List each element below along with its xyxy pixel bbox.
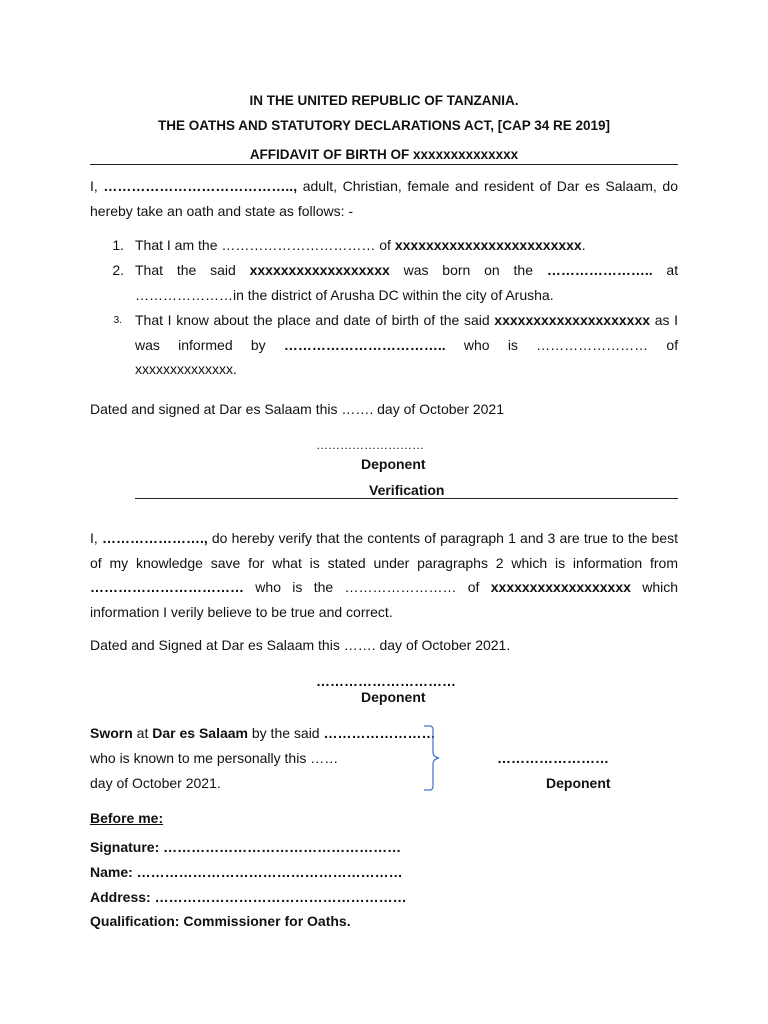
- affidavit-title: AFFIDAVIT OF BIRTH OF xxxxxxxxxxxxxx: [249, 147, 519, 162]
- verif-blank: ……………………………: [90, 579, 244, 595]
- deponent-label-1: Deponent: [361, 456, 426, 472]
- item-3-word: of: [666, 337, 679, 353]
- item-3-tail: as I: [654, 312, 679, 328]
- deponent-label-2: Deponent: [361, 689, 426, 705]
- item-3-blank-2: ……………………: [536, 337, 649, 353]
- verification-line-4: information I verily believe to be true and correct.: [90, 604, 393, 620]
- item-2-word: at: [666, 262, 679, 278]
- item-2-line-1: [135, 262, 678, 278]
- intro-line-1: [90, 178, 678, 194]
- item-2-word: That: [135, 262, 164, 278]
- item-1-blank: ……………………………: [221, 237, 376, 253]
- item-2-word: said: [210, 262, 236, 278]
- verification-line-1: [90, 530, 678, 546]
- sworn-by: by the said: [251, 725, 320, 741]
- verif-line-2-text: of my knowledge save for what is stated under paragraphs 2 which is information from: [90, 555, 678, 571]
- name-field: Name: …………………………………………………: [90, 864, 403, 880]
- verif-word: who: [255, 579, 281, 595]
- verif-bold-placeholder: xxxxxxxxxxxxxxxxxx: [490, 579, 631, 595]
- deponent-signature-line-2: …………………………: [316, 673, 456, 689]
- item-3-blank: ……………………………..: [283, 337, 446, 353]
- item-2-word: born: [442, 262, 471, 278]
- sworn-line-2: who is known to me personally this ……: [90, 750, 339, 766]
- header-country: IN THE UNITED REPUBLIC OF TANZANIA.: [249, 93, 519, 108]
- sworn-line-3: day of October 2021.: [90, 775, 221, 791]
- signature-field: Signature: ……………………………………………: [90, 839, 402, 855]
- verification-line-3: [90, 579, 678, 595]
- sworn-deponent-label: Deponent: [546, 775, 611, 791]
- dated-line-2: Dated and Signed at Dar es Salaam this ……. day of October 2021.: [90, 637, 511, 653]
- address-field: Address: ………………………………………………: [90, 889, 407, 905]
- item-2-word: the: [513, 262, 533, 278]
- verif-word: which: [642, 579, 678, 595]
- item-1-bold-placeholder: xxxxxxxxxxxxxxxxxxxxxxxx: [394, 237, 582, 253]
- qualification-field: Qualification: Commissioner for Oaths.: [90, 913, 351, 929]
- item-2-line-2: …………………in the district of Arusha DC within the city of Arusha.: [135, 287, 554, 303]
- item-3-bold-placeholder: xxxxxxxxxxxxxxxxxxxx: [494, 312, 651, 328]
- item-2-bold-placeholder: xxxxxxxxxxxxxxxxxx: [249, 262, 390, 278]
- verif-word: is: [292, 579, 303, 595]
- verification-title: Verification: [369, 482, 445, 498]
- title-divider: [90, 164, 678, 165]
- intro-name-blank: …………………………………..,: [103, 178, 298, 194]
- verif-word: the: [313, 579, 334, 595]
- verif-word: of: [467, 579, 480, 595]
- item-3-line-1: [135, 312, 678, 328]
- item-3-word: informed: [178, 337, 233, 353]
- item-1-lead: That I am the: [135, 237, 218, 253]
- item-3-line-3: xxxxxxxxxxxxxx.: [135, 361, 237, 377]
- item-2-blank: …………………..: [546, 262, 653, 278]
- item-2-word: the: [176, 262, 197, 278]
- header-act: THE OATHS AND STATUTORY DECLARATIONS ACT, [CAP 34 RE 2019]: [157, 118, 611, 133]
- item-3-word: by: [250, 337, 266, 353]
- sworn-place: Dar es Salaam: [152, 725, 248, 741]
- intro-i: I,: [90, 178, 98, 194]
- right-brace-icon: [420, 724, 444, 792]
- item-2-number: 2.: [112, 262, 124, 278]
- item-2-word: on: [484, 262, 500, 278]
- dated-line-1: Dated and signed at Dar es Salaam this ……. day of October 2021: [90, 401, 505, 417]
- before-me-heading: Before me:: [90, 810, 164, 826]
- sworn-at: at: [136, 725, 149, 741]
- intro-rest: adult, Christian, female and resident of Dar es Salaam, do: [302, 178, 678, 194]
- sworn-line-1: [90, 725, 435, 741]
- deponent-signature-line-1: ………………………: [316, 438, 424, 452]
- item-1-text: [135, 237, 586, 253]
- item-1-end: .: [581, 237, 586, 253]
- verif-line-1-rest: do hereby verify that the contents of paragraph 1 and 3 are true to the best: [211, 530, 679, 546]
- item-3-word: who: [463, 337, 490, 353]
- item-3-line-2: [135, 337, 678, 353]
- verification-line-2: [90, 555, 678, 571]
- sworn-word: Sworn: [90, 725, 133, 741]
- item-3-lead: That I know about the place and date of birth of the said: [135, 312, 490, 328]
- item-3-word: was: [135, 337, 160, 353]
- verif-blank-2: ……………………: [344, 579, 457, 595]
- sworn-deponent-signature-line: ……………………: [497, 750, 609, 766]
- verif-i: I,: [90, 530, 98, 546]
- item-1-number: 1.: [112, 237, 124, 253]
- intro-line-2: hereby take an oath and state as follows: -: [90, 203, 354, 219]
- sworn-blank: ……………………: [323, 725, 436, 741]
- item-3-number: 3.: [113, 315, 122, 326]
- verif-name-blank: ………………….,: [101, 530, 208, 546]
- item-3-word: is: [507, 337, 518, 353]
- verification-divider: [135, 498, 678, 499]
- item-1-of: of: [379, 237, 391, 253]
- item-2-word: was: [403, 262, 429, 278]
